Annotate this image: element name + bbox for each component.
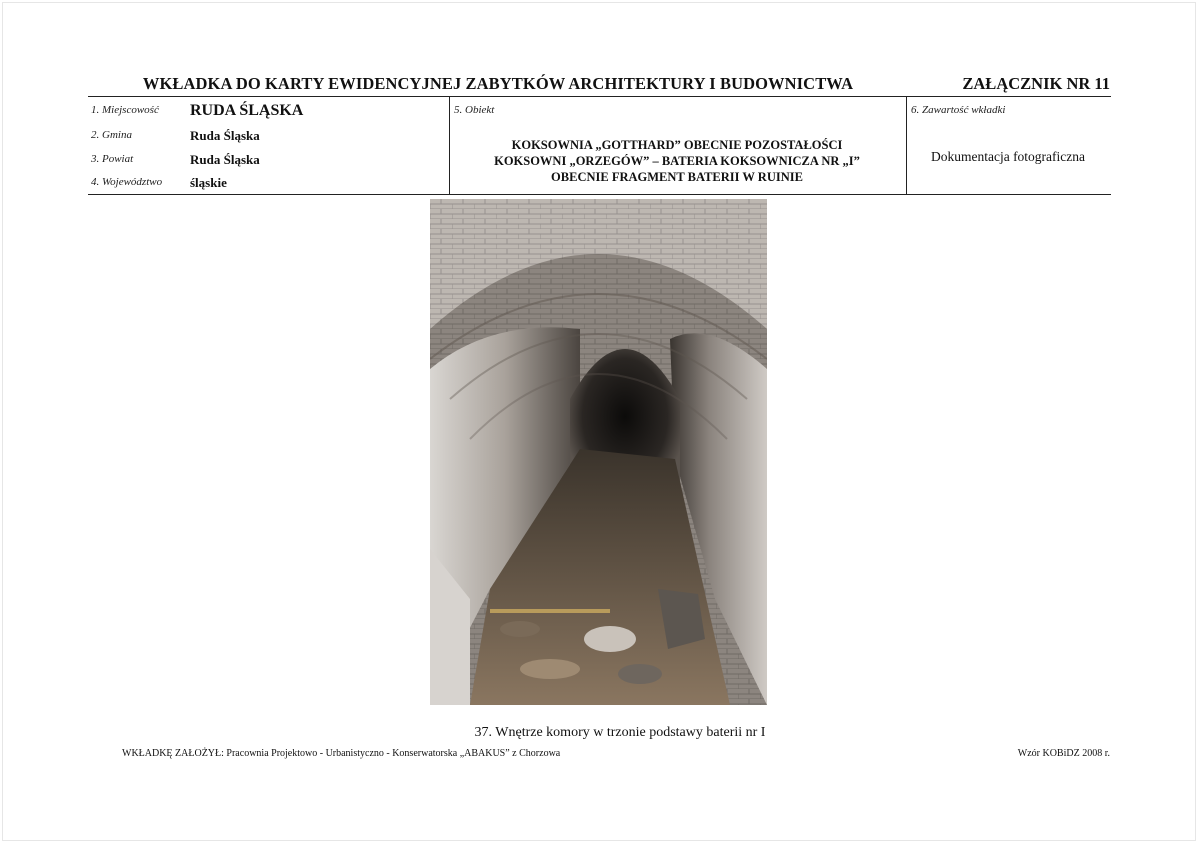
voivodeship-label: 4. Województwo (91, 176, 163, 188)
tunnel-photograph (430, 199, 767, 705)
object-label: 5. Obiekt (454, 104, 495, 116)
photo-caption: 37. Wnętrze komory w trzonie podstawy baterii nr I (474, 725, 766, 740)
footer-template: Wzór KOBiDZ 2008 r. (1017, 748, 1110, 759)
document-title: WKŁADKA DO KARTY EWIDENCYJNEJ ZABYTKÓW ARCHITEKTURY I BUDOWNICTWA (142, 74, 854, 93)
annex-number: ZAŁĄCZNIK NR 11 (962, 74, 1110, 93)
object-line: KOKSOWNI „ORZEGÓW” – BATERIA KOKSOWNICZA NR „I” (494, 154, 860, 168)
column-divider (449, 97, 450, 194)
locality-value: RUDA ŚLĄSKA (190, 102, 304, 119)
content-label: 6. Zawartość wkładki (911, 104, 1006, 116)
county-label: 3. Powiat (91, 153, 134, 165)
content-value: Dokumentacja fotograficzna (930, 149, 1086, 164)
record-table (88, 96, 1111, 195)
object-line: KOKSOWNIA „GOTTHARD” OBECNIE POZOSTAŁOŚCI (511, 138, 843, 152)
locality-label: 1. Miejscowość (91, 104, 159, 116)
column-divider (906, 97, 907, 194)
tunnel-photo-image (430, 199, 767, 705)
commune-value: Ruda Śląska (190, 128, 260, 143)
object-description (468, 137, 886, 185)
voivodeship-value: śląskie (190, 175, 227, 190)
county-value: Ruda Śląska (190, 152, 260, 167)
footer-author: WKŁADKĘ ZAŁOŻYŁ: Pracownia Projektowo - Urbanistyczno - Konserwatorska „ABAKUS” z Chorzowa (122, 748, 561, 759)
object-line: OBECNIE FRAGMENT BATERII W RUINIE (551, 170, 803, 184)
commune-label: 2. Gmina (91, 129, 132, 141)
